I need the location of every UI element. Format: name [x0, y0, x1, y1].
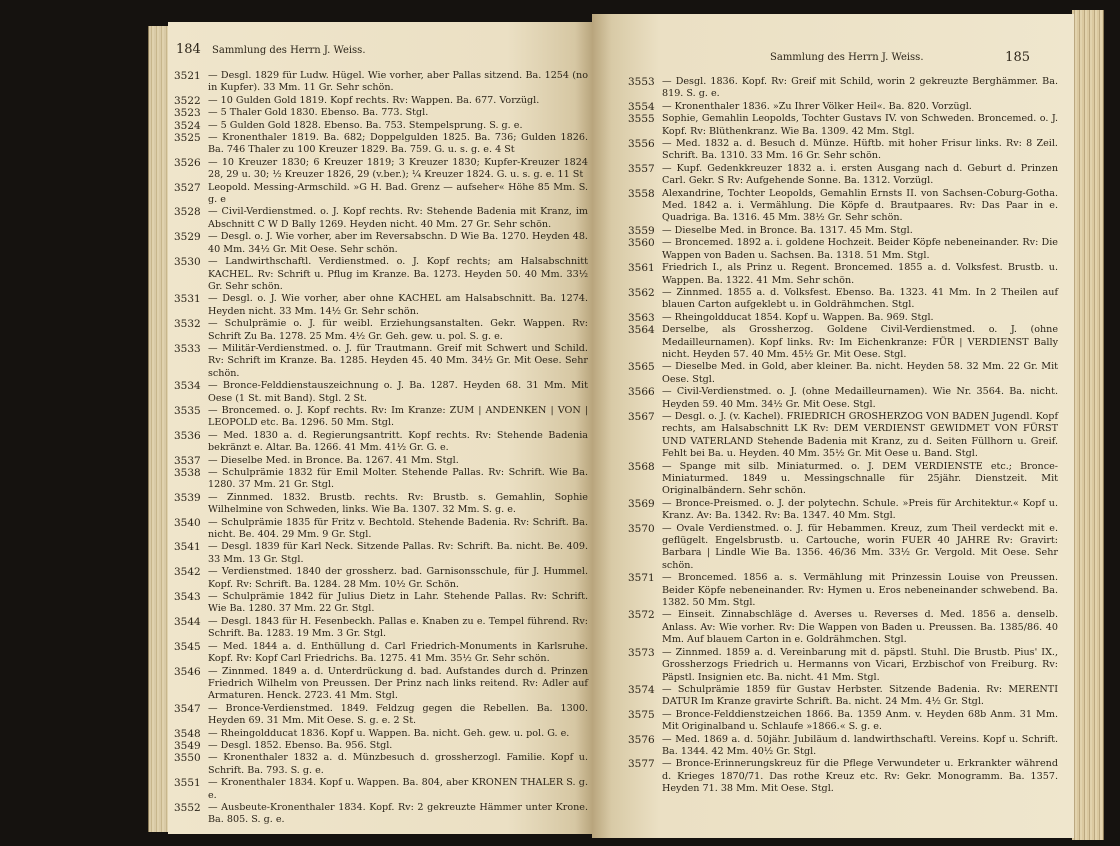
- entry-number: 3571: [628, 572, 655, 585]
- catalog-entry: [628, 572, 1058, 609]
- entry-text: — Schulprämie 1835 für Fritz v. Bechtold. Stehende Badenia. Rv: Schrift. Ba. nicht. Be. 404. 29 Mm. 9 Gr. Stgl.: [208, 516, 588, 541]
- entry-text: — Zinnmed. 1855 a. d. Volksfest. Ebenso. Ba. 1323. 41 Mm. In 2 Theilen auf blauen Carton aufgeklebt u. in Goldrähmchen. Stgl.: [662, 286, 1058, 311]
- catalog-entry: [628, 386, 1058, 411]
- catalog-entry: [628, 163, 1058, 188]
- entry-text: — 5 Thaler Gold 1830. Ebenso. Ba. 773. Stgl.: [208, 107, 429, 119]
- catalog-entry: [628, 498, 1058, 523]
- entry-text: — Dieselbe Med. in Gold, aber kleiner. Ba. nicht. Heyden 58. 32 Mm. 22 Gr. Mit Oese. Stgl.: [662, 361, 1058, 385]
- entry-number: 3561: [628, 262, 655, 275]
- entry-number: 3546: [174, 665, 201, 678]
- entry-text: — Kronenthaler 1834. Kopf u. Wappen. Ba. 804, aber KRONEN THALER S. g. e.: [208, 777, 588, 801]
- entry-text: Friedrich I., als Prinz u. Regent. Broncemed. 1855 a. d. Volksfest. Brustb. u. Wappen. Ba. 1322. 41 Mm. Sehr schön.: [662, 262, 1058, 286]
- entry-number: 3573: [628, 646, 655, 659]
- entry-text: — 10 Kreuzer 1830; 6 Kreuzer 1819; 3 Kreuzer 1830; Kupfer-Kreuzer 1824 28, 29 u. 30; ½ Kreuzer 1826, 29 (v.ber.); ¼ Kreuzer 1824. G. u. s. g. e. 11 St: [208, 156, 588, 181]
- catalog-entry: [628, 188, 1058, 225]
- entry-text: — Landwirthschaftl. Verdienstmed. o. J. Kopf rechts; am Halsabschnitt KACHEL. Rv: Schrift u. Pflug im Kranze. Ba. 1273. Heyden 50. 40 Mm. 33½ Gr. Sehr schön.: [208, 256, 588, 292]
- entry-text: — Broncemed. 1856 a. s. Vermählung mit Prinzessin Louise von Preussen. Beider Köpfe nebeneinander. Rv: Hymen u. Eros nebeneinander schwebend. Ba. 1382. 50 Mm. Stgl.: [662, 572, 1058, 609]
- entry-text: — Zinnmed. 1832. Brustb. rechts. Rv: Brustb. s. Gemahlin, Sophie Wilhelmine von Schweden, links. Wie Ba. 1307. 32 Mm. S. g. e.: [208, 491, 588, 516]
- entry-number: 3568: [628, 460, 655, 473]
- catalog-entry: [174, 752, 588, 777]
- entry-text: Alexandrine, Tochter Leopolds, Gemahlin Ernsts II. von Sachsen-Coburg-Gotha. Med. 1842 a. i. Vermählung. Die Köpfe d. Brautpaares. Rv: Das Paar in e. Quadriga. Ba. 1316. 45 Mm. 38½ Gr. Sehr schön.: [662, 187, 1058, 224]
- entry-number: 3537: [174, 454, 201, 467]
- catalog-entry: [174, 157, 588, 182]
- entry-text: — Desgl. 1836. Kopf. Rv: Greif mit Schild, worin 2 gekreuzte Berghämmer. Ba. 819. S. g. e.: [662, 76, 1058, 100]
- catalog-entry: [628, 609, 1058, 646]
- catalog-entry: [628, 76, 1058, 101]
- entry-number: 3538: [174, 467, 201, 479]
- entry-text: — Broncemed. 1892 a. i. goldene Hochzeit. Beider Köpfe nebeneinander. Rv: Die Wappen von Baden u. Sachsen. Ba. 1318. 51 Mm. Stgl.: [662, 237, 1058, 261]
- entry-number: 3524: [174, 119, 201, 132]
- catalog-entry: [174, 70, 588, 95]
- entry-text: — Civil-Verdienstmed. o. J. Kopf rechts. Rv: Stehende Badenia mit Kranz, im Abschnitt C W D Bally 1269. Heyden nicht. 40 Mm. 27 Gr. Sehr schön.: [208, 206, 588, 230]
- catalog-entry: [628, 709, 1058, 734]
- catalog-entry: [628, 411, 1058, 461]
- left-page: [168, 22, 592, 834]
- entry-text: — 10 Gulden Gold 1819. Kopf rechts. Rv: Wappen. Ba. 677. Vorzügl.: [208, 94, 540, 106]
- catalog-entry: [628, 361, 1058, 386]
- entry-text: — Desgl. 1829 für Ludw. Hügel. Wie vorher, aber Pallas sitzend. Ba. 1254 (no in Kupfer). 33 Mm. 11 Gr. Sehr schön.: [208, 70, 588, 94]
- catalog-entry: [174, 566, 588, 591]
- entry-number: 3532: [174, 318, 201, 331]
- entry-number: 3557: [628, 162, 655, 175]
- catalog-entry: [174, 343, 588, 380]
- catalog-entry: [628, 237, 1058, 262]
- catalog-entry: [174, 517, 588, 542]
- entry-text: — Kronenthaler 1836. »Zu Ihrer Völker Heil«. Ba. 820. Vorzügl.: [662, 100, 972, 112]
- entry-text: Derselbe, als Grossherzog. Goldene Civil-Verdienstmed. o. J. (ohne Medailleurnamen). Kopf links. Rv: Im Eichenkranze: FÜR | VERDIENST Bally nicht. Heyden 57. 40 Mm. 45½ Gr. Mit Oese. Stgl.: [662, 324, 1058, 360]
- entry-text: — Bronce-Erinnerungskreuz für die Pflege Verwundeter u. Erkrankter während d. Krieges 1870/71. Das rothe Kreuz etc. Rv: Gekr. Monogramm. Ba. 1357. Heyden 71. 38 Mm. Mit Oese. Stgl.: [662, 758, 1058, 795]
- entry-number: 3535: [174, 404, 201, 417]
- entry-text: — Desgl. 1852. Ebenso. Ba. 956. Stgl.: [208, 739, 393, 751]
- right-page: [592, 14, 1074, 838]
- entry-text: — Zinnmed. 1859 a. d. Vereinbarung mit d. päpstl. Stuhl. Die Brustb. Pius' IX., Grossherzogs Friedrich u. Hermanns von Vicari, Erzbischof von Freiburg. Rv: Päpstl. Insignien etc. Ba. nicht. 41 Mm. Stgl.: [662, 646, 1058, 683]
- entry-text: — Bronce-Verdienstmed. 1849. Feldzug gegen die Rebellen. Ba. 1300. Heyden 69. 31 Mm. Mit Oese. S. g. e. 2 St.: [208, 702, 588, 727]
- catalog-entry: [174, 541, 588, 566]
- entry-text: — Schulprämie 1832 für Emil Molter. Stehende Pallas. Rv: Schrift. Wie Ba. 1280. 37 Mm. 21 Gr. Stgl.: [208, 467, 588, 491]
- entry-number: 3562: [628, 286, 655, 299]
- entry-text: — Ausbeute-Kronenthaler 1834. Kopf. Rv: 2 gekreuzte Hämmer unter Krone. Ba. 805. S. g. e.: [208, 801, 588, 826]
- entry-number: 3565: [628, 361, 655, 374]
- entry-number: 3530: [174, 256, 201, 269]
- entry-number: 3523: [174, 107, 201, 120]
- catalog-entry: [628, 225, 1058, 237]
- page-edges-right: [1072, 10, 1104, 840]
- entry-text: — Spange mit silb. Miniaturmed. o. J. DEM VERDIENSTE etc.; Bronce-Miniaturmed. 1849 u. Messingschnalle für 25jähr. Dienstzeit. Mit Originalbändern. Sehr schön.: [662, 460, 1058, 497]
- entry-text: — Schulprämie 1859 für Gustav Herbster. Sitzende Badenia. Rv: MERENTI DATUR Im Kranze gravirte Schrift. Ba. nicht. 24 Mm. 4½ Gr. Stgl.: [662, 683, 1058, 708]
- entry-text: — Kronenthaler 1819. Ba. 682; Doppelgulden 1825. Ba. 736; Gulden 1826. Ba. 746 Thaler zu 100 Kreuzer 1829. Ba. 759. G. u. s. g. e. 4 St: [208, 132, 588, 156]
- catalog-entry: [174, 666, 588, 703]
- entry-number: 3555: [628, 113, 655, 126]
- running-head: Sammlung des Herrn J. Weiss.: [212, 45, 366, 56]
- entry-number: 3548: [174, 727, 201, 740]
- entry-number: 3547: [174, 702, 201, 715]
- catalog-entry: [174, 107, 588, 119]
- entry-number: 3556: [628, 138, 655, 151]
- entry-text: Leopold. Messing-Armschild. »G H. Bad. Grenz — aufseher« Höhe 85 Mm. S. g. e: [208, 181, 588, 206]
- entry-number: 3521: [174, 70, 201, 82]
- entry-number: 3541: [174, 541, 201, 554]
- catalog-entry: [628, 734, 1058, 759]
- entry-number: 3566: [628, 386, 655, 399]
- catalog-entry: [628, 113, 1058, 138]
- catalog-entry: [174, 182, 588, 207]
- catalog-entry: [174, 492, 588, 517]
- catalog-entry: [628, 312, 1058, 324]
- entry-number: 3545: [174, 640, 201, 653]
- entry-text: — Einseit. Zinnabschläge d. Averses u. Reverses d. Med. 1856 a. denselb. Anlass. Av: Wie vorher. Rv: Die Wappen von Baden u. Preussen. Ba. 1385/86. 40 Mm. Auf blauem Carton in e. Goldrähmchen. Stgl.: [662, 609, 1058, 646]
- entry-number: 3540: [174, 516, 201, 529]
- entry-text: — Bronce-Felddienstzeichen 1866. Ba. 1359 Anm. v. Heyden 68b Anm. 31 Mm. Mit Originalband u. Schlaufe »1866.« S. g. e.: [662, 708, 1058, 733]
- catalog-entry: [174, 318, 588, 343]
- entry-number: 3567: [628, 410, 655, 423]
- catalog-entry: [628, 523, 1058, 573]
- entry-number: 3552: [174, 801, 201, 814]
- entry-text: — Militär-Verdienstmed. o. J. für Trautmann. Greif mit Schwert und Schild. Rv: Schrift im Kranze. Ba. 1285. Heyden 45. 40 Mm. 34½ Gr. Mit Oese. Sehr schön.: [208, 342, 588, 379]
- entry-text: — Verdienstmed. 1840 der grossherz. bad. Garnisonsschule, für J. Hummel. Kopf. Rv: Schrift. Ba. 1284. 28 Mm. 10½ Gr. Schön.: [208, 566, 588, 590]
- catalog-entry: [174, 740, 588, 752]
- entry-text: — Kronenthaler 1832 a. d. Münzbesuch d. grossherzogl. Familie. Kopf u. Schrift. Ba. 793. S. g. e.: [208, 752, 588, 776]
- catalog-entry: [174, 120, 588, 132]
- page-edges-left: [148, 26, 170, 832]
- entry-number: 3522: [174, 94, 201, 107]
- entry-number: 3534: [174, 380, 201, 393]
- entry-number: 3527: [174, 181, 201, 194]
- entry-text: Sophie, Gemahlin Leopolds, Tochter Gustavs IV. von Schweden. Broncemed. o. J. Kopf. Rv: Blüthenkranz. Wie Ba. 1309. 42 Mm. Stgl.: [662, 113, 1058, 137]
- entry-number: 3549: [174, 739, 201, 752]
- entry-text: — 5 Gulden Gold 1828. Ebenso. Ba. 753. Stempelsprung. S. g. e.: [208, 119, 523, 131]
- catalog-entry: [628, 262, 1058, 287]
- entry-number: 3525: [174, 132, 201, 145]
- entry-text: — Desgl. o. J. Wie vorher, aber im Reversabschn. D Wie Ba. 1270. Heyden 48. 40 Mm. 34½ Gr. Mit Oese. Sehr schön.: [208, 231, 588, 255]
- entry-text: — Schulprämie 1842 für Julius Dietz in Lahr. Stehende Pallas. Rv: Schrift. Wie Ba. 1280. 37 Mm. 22 Gr. Stgl.: [208, 591, 588, 615]
- page-number: 185: [1005, 50, 1030, 65]
- entry-number: 3551: [174, 777, 201, 790]
- entry-number: 3564: [628, 324, 655, 337]
- catalog-entry: [628, 101, 1058, 113]
- entry-text: — Dieselbe Med. in Bronce. Ba. 1267. 41 Mm. Stgl.: [208, 454, 459, 466]
- catalog-entry: [174, 703, 588, 728]
- entry-number: 3536: [174, 429, 201, 442]
- catalog-entry: [174, 430, 588, 455]
- entry-number: 3576: [628, 733, 655, 746]
- entry-text: — Schulprämie o. J. für weibl. Erziehungsanstalten. Gekr. Wappen. Rv: Schrift Zu Ba. 1278. 25 Mm. 4½ Gr. Geh. gew. u. pol. S. g. e.: [208, 318, 588, 342]
- entry-text: — Bronce-Preismed. o. J. der polytechn. Schule. »Preis für Architektur.« Kopf u. Kranz. Av: Ba. 1342. Rv: Ba. 1347. 40 Mm. Stgl.: [662, 497, 1058, 522]
- catalog-entry: [174, 777, 588, 802]
- entry-text: — Dieselbe Med. in Bronce. Ba. 1317. 45 Mm. Stgl.: [662, 224, 913, 236]
- catalog-entry: [628, 461, 1058, 498]
- entry-number: 3572: [628, 609, 655, 622]
- page-number: 184: [176, 42, 201, 57]
- catalog-entry: [174, 467, 588, 492]
- catalog-entries: [628, 76, 1058, 796]
- entry-text: — Med. 1869 a. d. 50jähr. Jubiläum d. landwirthschaftl. Vereins. Kopf u. Schrift. Ba. 1344. 42 Mm. 40½ Gr. Stgl.: [662, 733, 1058, 757]
- entry-number: 3559: [628, 224, 655, 237]
- entry-number: 3526: [174, 156, 201, 169]
- entry-number: 3543: [174, 591, 201, 604]
- catalog-entry: [174, 591, 588, 616]
- entry-text: — Med. 1844 a. d. Enthüllung d. Carl Friedrich-Monuments in Karlsruhe. Kopf. Rv: Kopf Carl Friedrichs. Ba. 1275. 41 Mm. 35½ Gr. Sehr schön.: [208, 640, 588, 665]
- entry-text: — Rheingoldducat 1836. Kopf u. Wappen. Ba. nicht. Geh. gew. u. pol. G. e.: [208, 727, 570, 739]
- catalog-entry: [174, 380, 588, 405]
- entry-number: 3577: [628, 758, 655, 771]
- entry-number: 3550: [174, 752, 201, 765]
- catalog-entry: [628, 287, 1058, 312]
- entry-number: 3542: [174, 566, 201, 579]
- entry-text: — Desgl. 1843 für H. Fesenbeckh. Pallas e. Knaben zu e. Tempel führend. Rv: Schrift. Ba. 1283. 19 Mm. 3 Gr. Stgl.: [208, 615, 588, 640]
- entry-text: — Kupf. Gedenkkreuzer 1832 a. i. ersten Ausgang nach d. Geburt d. Prinzen Carl. Gekr. S Rv: Aufgehende Sonne. Ba. 1312. Vorzügl.: [662, 162, 1058, 187]
- entry-text: — Desgl. o. J. (v. Kachel). FRIEDRICH GROSHERZOG VON BADEN Jugendl. Kopf rechts, am Halsabschnitt LK Rv: DEM VERDIENST GEWIDMET VON FÜRST UND VATERLAND Stehende Badenia mit Kranz, zu d. Seiten Füllhorn u. Greif. Fehlt bei Ba. u. Heyden. 40 Mm. 35½ Gr. Mit Oese u. Band. Stgl.: [662, 410, 1058, 460]
- entry-number: 3533: [174, 342, 201, 355]
- entry-number: 3570: [628, 522, 655, 535]
- entry-number: 3569: [628, 497, 655, 510]
- entry-text: — Med. 1830 a. d. Regierungsantritt. Kopf rechts. Rv: Stehende Badenia bekränzt e. Altar. Ba. 1266. 41 Mm. 41½ Gr. G. e.: [208, 429, 588, 454]
- entry-number: 3560: [628, 237, 655, 250]
- running-head: Sammlung des Herrn J. Weiss.: [770, 52, 924, 63]
- entry-number: 3529: [174, 231, 201, 244]
- catalog-entry: [174, 293, 588, 318]
- catalog-entry: [628, 684, 1058, 709]
- entry-text: — Desgl. 1839 für Karl Neck. Sitzende Pallas. Rv: Schrift. Ba. nicht. Be. 409. 33 Mm. 13 Gr. Stgl.: [208, 541, 588, 565]
- entry-number: 3554: [628, 100, 655, 113]
- catalog-entry: [174, 206, 588, 231]
- catalog-entry: [628, 647, 1058, 684]
- entry-number: 3531: [174, 293, 201, 306]
- entry-text: — Rheingoldducat 1854. Kopf u. Wappen. Ba. 969. Stgl.: [662, 311, 934, 323]
- entry-number: 3574: [628, 683, 655, 696]
- entry-text: — Zinnmed. 1849 a. d. Unterdrückung d. bad. Aufstandes durch d. Prinzen Friedrich Wilhelm von Preussen. Der Prinz nach links reitend. Rv: Adler auf Armaturen. Henck. 2723. 41 Mm. Stgl.: [208, 665, 588, 702]
- entry-text: — Broncemed. o. J. Kopf rechts. Rv: Im Kranze: ZUM | ANDENKEN | VON | LEOPOLD etc. Ba. 1296. 50 Mm. Stgl.: [208, 404, 588, 429]
- entry-text: — Ovale Verdienstmed. o. J. für Hebammen. Kreuz, zum Theil verdeckt mit e. geflügelt. Engelsbrustb. u. Cartouche, worin FUER 40 JAHRE Rv: Gravirt: Barbara | Lindle Wie Ba. 1356. 46/36 Mm. 33½ Gr. Vergold. Mit Oese. Sehr schön.: [662, 522, 1058, 571]
- catalog-entry: [628, 138, 1058, 163]
- entry-number: 3544: [174, 615, 201, 628]
- catalog-entry: [174, 132, 588, 157]
- catalog-entry: [174, 728, 588, 740]
- entry-number: 3539: [174, 491, 201, 504]
- entry-number: 3575: [628, 708, 655, 721]
- catalog-entry: [174, 455, 588, 467]
- catalog-entry: [628, 758, 1058, 795]
- catalog-entry: [174, 256, 588, 293]
- entry-text: — Civil-Verdienstmed. o. J. (ohne Medailleurnamen). Wie Nr. 3564. Ba. nicht. Heyden 59. 40 Mm. 34½ Gr. Mit Oese. Stgl.: [662, 386, 1058, 410]
- catalog-entries: [174, 70, 588, 827]
- catalog-entry: [174, 641, 588, 666]
- entry-text: — Desgl. o. J. Wie vorher, aber ohne KACHEL am Halsabschnitt. Ba. 1274. Heyden nicht. 33 Mm. 14½ Gr. Sehr schön.: [208, 293, 588, 317]
- catalog-entry: [174, 802, 588, 827]
- entry-number: 3558: [628, 187, 655, 200]
- entry-text: — Bronce-Felddienstauszeichnung o. J. Ba. 1287. Heyden 68. 31 Mm. Mit Oese (1 St. mit Band). Stgl. 2 St.: [208, 380, 588, 404]
- entry-text: — Med. 1832 a. d. Besuch d. Münze. Hüftb. mit hoher Frisur links. Rv: 8 Zeil. Schrift. Ba. 1310. 33 Mm. 16 Gr. Sehr schön.: [662, 138, 1058, 162]
- entry-number: 3563: [628, 311, 655, 324]
- catalog-entry: [174, 405, 588, 430]
- entry-number: 3553: [628, 76, 655, 88]
- catalog-entry: [628, 324, 1058, 361]
- catalog-entry: [174, 231, 588, 256]
- catalog-entry: [174, 616, 588, 641]
- catalog-entry: [174, 95, 588, 107]
- entry-number: 3528: [174, 206, 201, 219]
